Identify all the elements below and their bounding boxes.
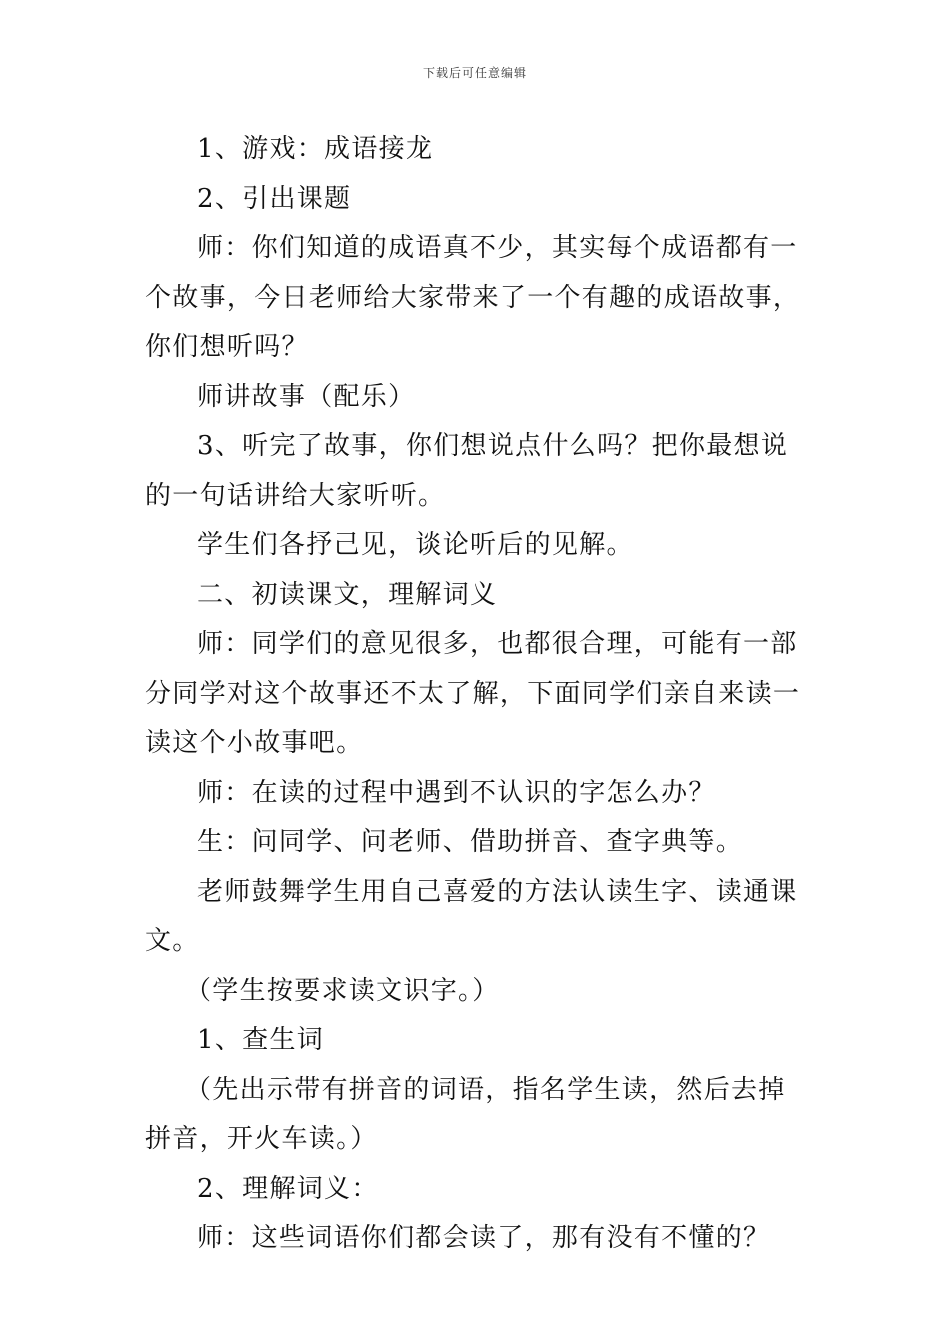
paragraph: 师：同学们的意见很多，也都很合理，可能有一部分同学对这个故事还不太了解，下面同学们亲自来读一读这个小故事吧。	[145, 629, 801, 758]
paragraph: 2、理解词义：	[197, 1173, 379, 1204]
paragraph: 师：在读的过程中遇到不认识的字怎么办？	[197, 777, 716, 808]
paragraph: 师讲故事（配乐）	[197, 381, 416, 412]
paragraph: （先出示带有拼音的词语，指名学生读，然后去掉拼音，开火车读。）	[145, 1074, 786, 1154]
paragraph: 3、听完了故事，你们想说点什么吗？把你最想说的一句话讲给大家听听。	[145, 431, 789, 511]
paragraph: （学生按要求读文识字。）	[185, 975, 500, 1006]
paragraph: 学生们各抒己见，谈论听后的见解。	[197, 530, 634, 560]
section-heading: 二、初读课文，理解词义	[197, 579, 498, 610]
paragraph: 1、游戏：成语接龙	[197, 134, 434, 164]
paragraph: 1、查生词	[197, 1025, 325, 1055]
paragraph: 生：问同学、问老师、借助拼音、查字典等。	[197, 827, 744, 857]
page-header: 下载后可任意编辑	[422, 66, 527, 80]
document-body	[145, 125, 807, 1264]
paragraph: 师：你们知道的成语真不少，其实每个成语都有一个故事，今日老师给大家带来了一个有趣的成语故事，你们想听吗？	[145, 233, 801, 362]
paragraph: 2、引出课题	[197, 183, 352, 214]
paragraph: 师：这些词语你们都会读了，那有没有不懂的？	[197, 1223, 771, 1253]
paragraph: 老师鼓舞学生用自己喜爱的方法认读生字、读通课文。	[145, 876, 798, 956]
